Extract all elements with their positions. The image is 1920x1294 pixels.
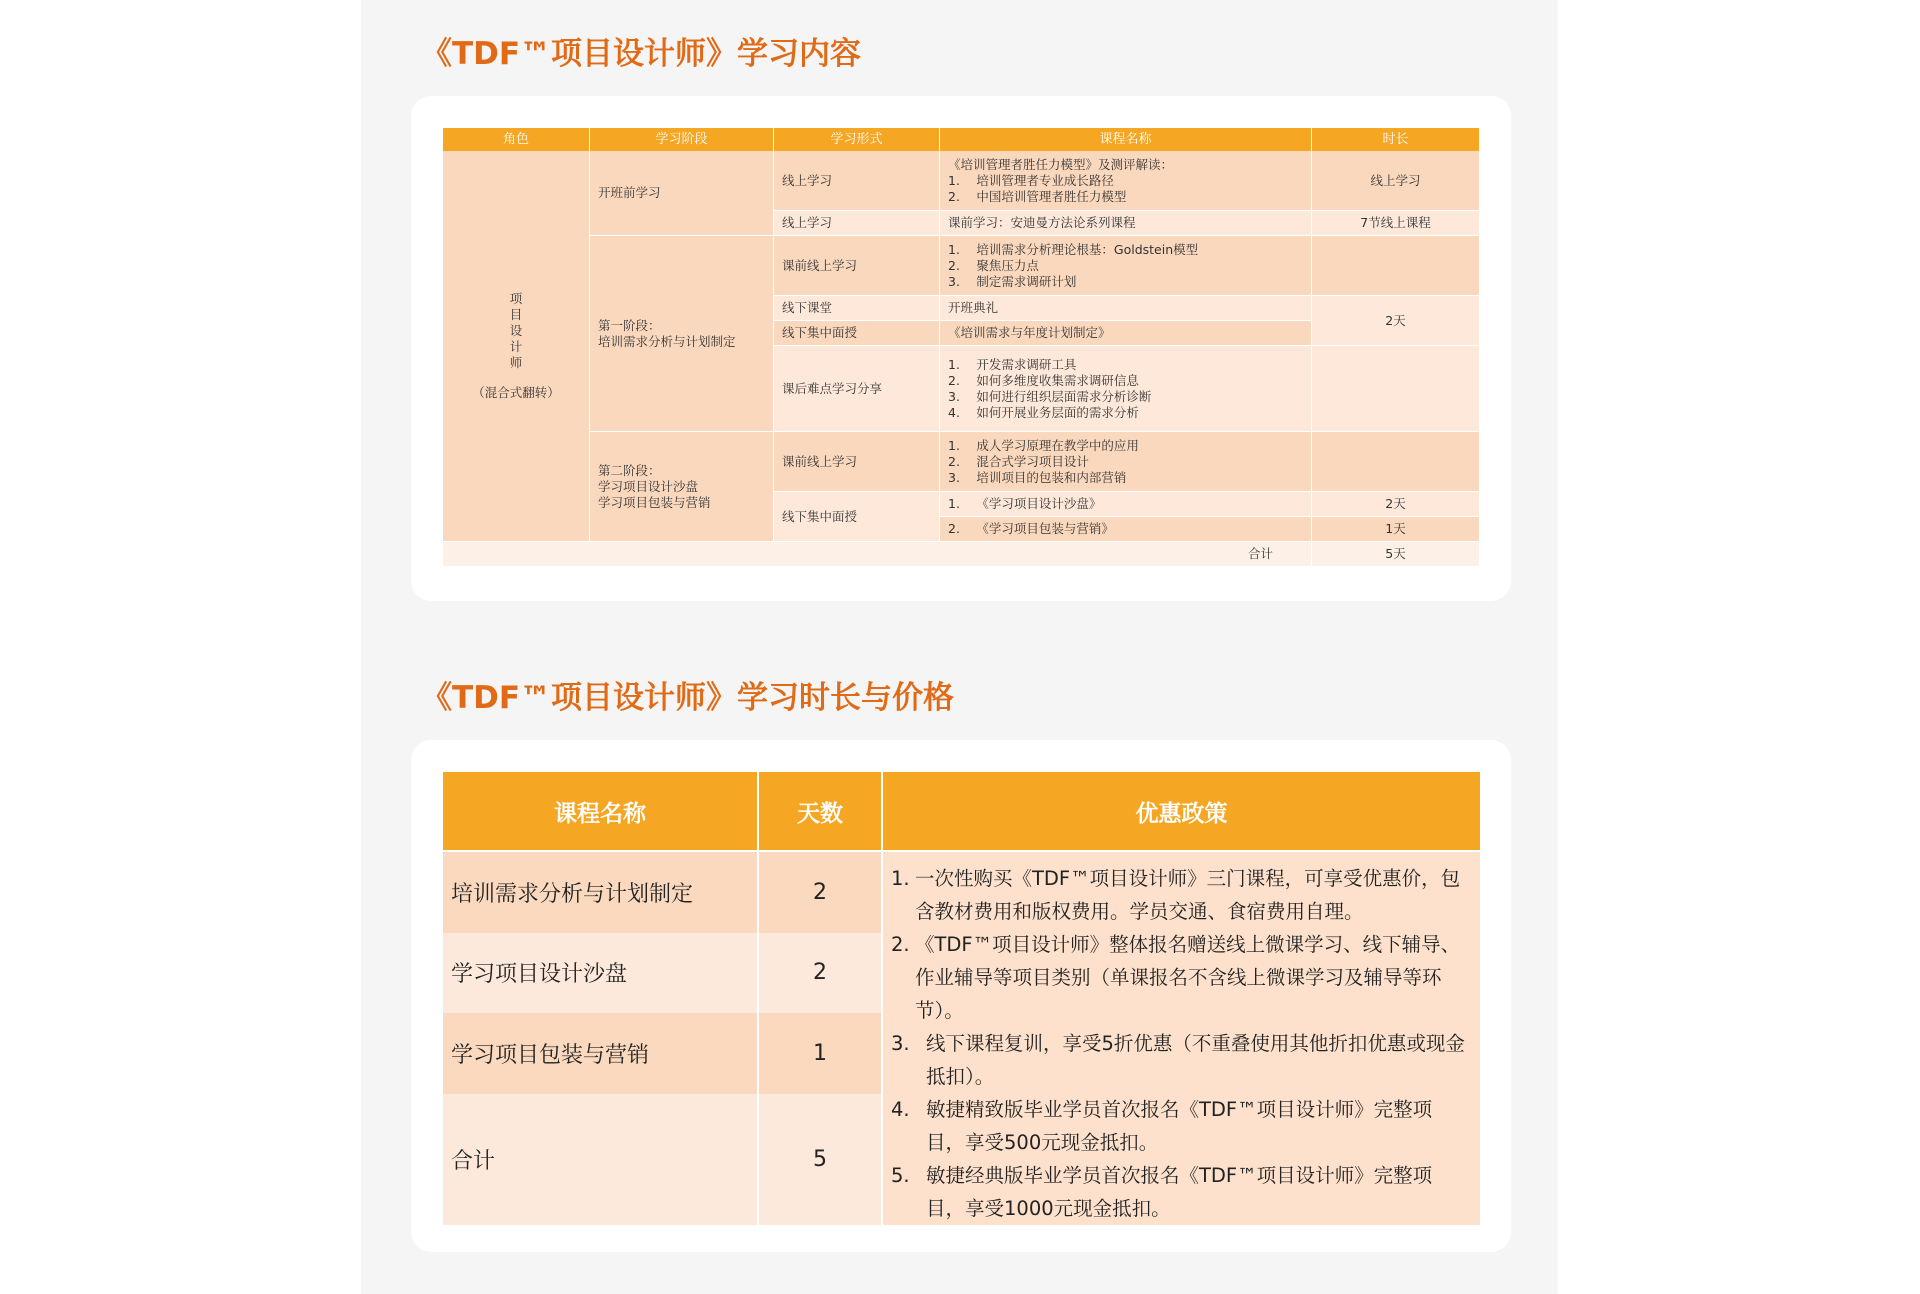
header-form: 学习形式	[774, 128, 940, 151]
pricing-header-row	[443, 772, 1480, 852]
course-cell: 1. 《学习项目设计沙盘》	[940, 492, 1312, 517]
role-cell	[443, 151, 590, 542]
course-cell: 1. 开发需求调研工具 2. 如何多维度收集需求调研信息 3. 如何进行组织层面需求分析诊断 4. 如何开展业务层面的需求分析	[940, 346, 1312, 432]
table-row	[443, 236, 1480, 296]
form-cell: 线下集中面授	[774, 492, 940, 542]
header-duration: 时长	[1312, 128, 1480, 151]
role-note: （混合式翻转）	[472, 385, 560, 400]
duration-cell: 线上学习	[1312, 151, 1480, 211]
stage-one: 第一阶段： 培训需求分析与计划制定	[590, 236, 774, 432]
form-cell: 线下集中面授	[774, 321, 940, 346]
curriculum-table	[443, 128, 1480, 567]
total-duration: 5天	[1312, 542, 1480, 567]
policy-item: 4. 敏捷精致版毕业学员首次报名《TDF™项目设计师》完整项目，享受500元现金抵扣。	[891, 1098, 1433, 1154]
total-row	[443, 542, 1480, 567]
total-label: 合计	[443, 542, 1312, 567]
header-stage: 学习阶段	[590, 128, 774, 151]
table-row	[443, 852, 1480, 933]
course-name: 培训需求分析与计划制定	[443, 852, 759, 933]
page-column	[361, 0, 1558, 1294]
course-cell: 2. 《学习项目包装与营销》	[940, 517, 1312, 542]
content-card	[411, 96, 1511, 601]
section-title-content: 《TDF™项目设计师》学习内容	[421, 36, 862, 72]
table-row	[443, 432, 1480, 492]
header-policy: 优惠政策	[883, 772, 1480, 852]
course-days: 1	[759, 1013, 883, 1094]
form-cell: 线上学习	[774, 211, 940, 236]
duration-cell: 2天	[1312, 296, 1480, 346]
course-days: 5	[759, 1094, 883, 1225]
course-name: 学习项目设计沙盘	[443, 933, 759, 1014]
pricing-table	[443, 772, 1480, 1225]
header-role: 角色	[443, 128, 590, 151]
course-days: 2	[759, 933, 883, 1014]
duration-cell	[1312, 432, 1480, 492]
course-days: 2	[759, 852, 883, 933]
policy-item: 3. 线下课程复训，享受5折优惠（不重叠使用其他折扣优惠或现金抵扣）。	[891, 1032, 1465, 1088]
course-cell: 开班典礼	[940, 296, 1312, 321]
header-course-name: 课程名称	[443, 772, 759, 852]
role-title: 项 目 设 计 师	[509, 291, 523, 370]
duration-cell: 1天	[1312, 517, 1480, 542]
form-cell: 线下课堂	[774, 296, 940, 321]
duration-cell: 2天	[1312, 492, 1480, 517]
policy-cell	[883, 852, 1480, 1225]
policy-item: 5. 敏捷经典版毕业学员首次报名《TDF™项目设计师》完整项目，享受1000元现金抵扣。	[891, 1164, 1433, 1220]
form-cell: 课前线上学习	[774, 432, 940, 492]
duration-cell: 7节线上课程	[1312, 211, 1480, 236]
course-cell: 1. 培训需求分析理论根基：Goldstein模型 2. 聚焦压力点 3. 制定需求调研计划	[940, 236, 1312, 296]
duration-cell	[1312, 236, 1480, 296]
course-cell: 课前学习：安迪曼方法论系列课程	[940, 211, 1312, 236]
course-cell: 1. 成人学习原理在教学中的应用 2. 混合式学习项目设计 3. 培训项目的包装和内部营销	[940, 432, 1312, 492]
curriculum-header-row	[443, 128, 1480, 151]
pricing-card	[411, 740, 1511, 1252]
course-name: 学习项目包装与营销	[443, 1013, 759, 1094]
course-cell: 《培训管理者胜任力模型》及测评解读： 1. 培训管理者专业成长路径 2. 中国培训管理者胜任力模型	[940, 151, 1312, 211]
section-title-pricing: 《TDF™项目设计师》学习时长与价格	[421, 680, 955, 716]
header-days: 天数	[759, 772, 883, 852]
form-cell: 课后难点学习分享	[774, 346, 940, 432]
stage-pre: 开班前学习	[590, 151, 774, 236]
policy-item: 1. 一次性购买《TDF™项目设计师》三门课程，可享受优惠价，包含教材费用和版权费用。学员交通、食宿费用自理。	[891, 867, 1461, 923]
form-cell: 线上学习	[774, 151, 940, 211]
course-cell: 《培训需求与年度计划制定》	[940, 321, 1312, 346]
course-name: 合计	[443, 1094, 759, 1225]
policy-item: 2. 《TDF™项目设计师》整体报名赠送线上微课学习、线下辅导、作业辅导等项目类别（单课报名不含线上微课学习及辅导等环节）。	[891, 933, 1461, 1022]
table-row	[443, 151, 1480, 211]
stage-two: 第二阶段： 学习项目设计沙盘 学习项目包装与营销	[590, 432, 774, 542]
form-cell: 课前线上学习	[774, 236, 940, 296]
policy-list	[891, 862, 1470, 1225]
duration-cell	[1312, 346, 1480, 432]
header-course: 课程名称	[940, 128, 1312, 151]
